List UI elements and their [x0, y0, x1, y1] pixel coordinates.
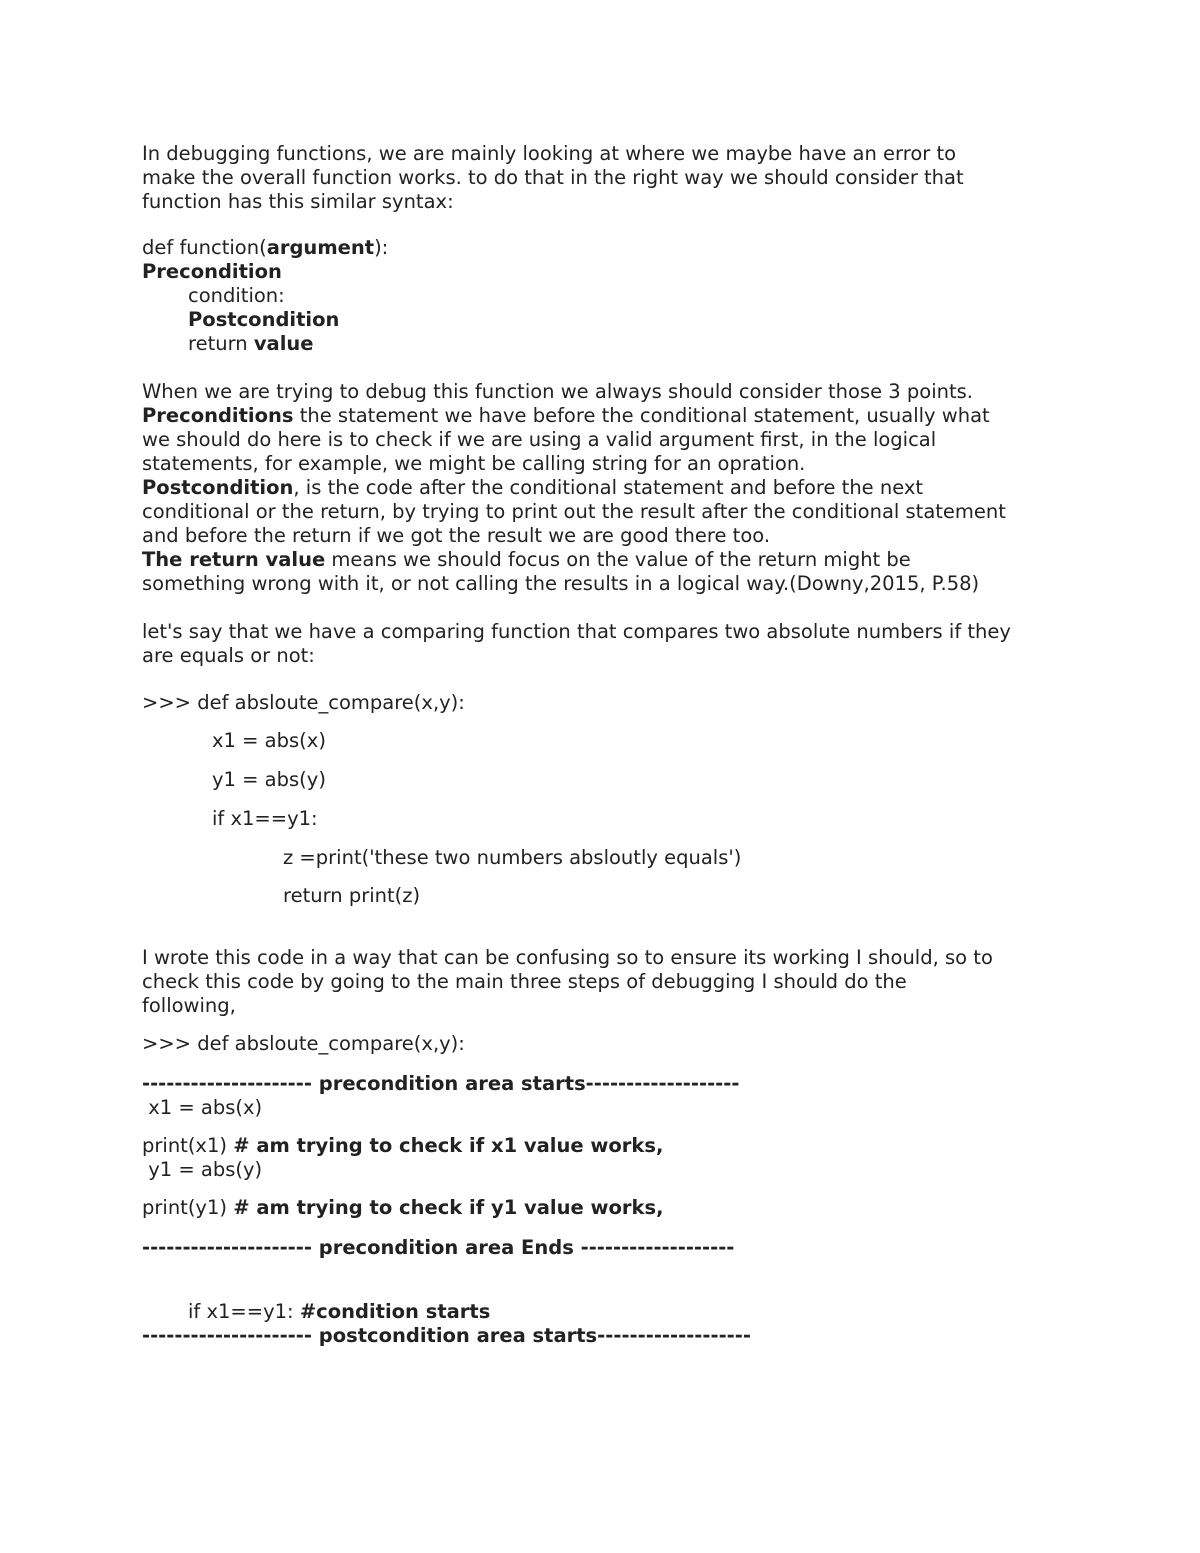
code-line: if x1==y1: [212, 807, 318, 830]
syntax-return: return value [188, 332, 314, 355]
intro-line: make the overall function works. to do that in the right way we should consider that [142, 166, 964, 189]
syntax-def-line: def function(argument): [142, 236, 389, 259]
code-line: return print(z) [283, 884, 421, 907]
syntax-postcondition: Postcondition [188, 308, 340, 331]
code-line: y1 = abs(y) [142, 1158, 263, 1181]
example-intro-line: let's say that we have a comparing function that compares two absolute numbers if they [142, 620, 1011, 643]
points-line: Preconditions the statement we have before the conditional statement, usually what [142, 404, 990, 427]
code-line: y1 = abs(y) [212, 768, 326, 791]
explain-line: I wrote this code in a way that can be confusing so to ensure its working I should, so to [142, 946, 993, 969]
syntax-precondition: Precondition [142, 260, 282, 283]
points-line: conditional or the return, by trying to print out the result after the conditional statement [142, 500, 1006, 523]
explain-line: following, [142, 994, 236, 1017]
points-line: we should do here is to check if we are using a valid argument first, in the logical [142, 428, 937, 451]
intro-line: In debugging functions, we are mainly looking at where we maybe have an error to [142, 142, 957, 165]
code-line: print(x1) # am trying to check if x1 value works, [142, 1134, 664, 1157]
code-line: print(y1) # am trying to check if y1 value works, [142, 1196, 664, 1219]
code-line: z =print('these two numbers absloutly equals') [283, 846, 742, 869]
intro-line: function has this similar syntax: [142, 190, 454, 213]
example-intro-line: are equals or not: [142, 644, 315, 667]
points-line: and before the return if we got the result we are good there too. [142, 524, 771, 547]
points-line: something wrong with it, or not calling the results in a logical way.(Downy,2015, P.58) [142, 572, 980, 595]
explain-line: check this code by going to the main three steps of debugging I should do the [142, 970, 907, 993]
syntax-condition: condition: [188, 284, 285, 307]
code-line: x1 = abs(x) [212, 729, 326, 752]
code-line: >>> def absloute_compare(x,y): [142, 1032, 465, 1055]
code-line: >>> def absloute_compare(x,y): [142, 691, 465, 714]
postcondition-start-divider: --------------------- postcondition area starts------------------- [142, 1324, 751, 1347]
code-line: x1 = abs(x) [142, 1096, 263, 1119]
points-line: When we are trying to debug this function we always should consider those 3 points. [142, 380, 973, 403]
code-line: if x1==y1: #condition starts [188, 1300, 491, 1323]
points-line: Postcondition, is the code after the conditional statement and before the next [142, 476, 924, 499]
precondition-end-divider: --------------------- precondition area Ends ------------------- [142, 1236, 735, 1259]
points-line: The return value means we should focus on the value of the return might be [142, 548, 911, 571]
points-line: statements, for example, we might be calling string for an opration. [142, 452, 806, 475]
precondition-start-divider: --------------------- precondition area starts------------------- [142, 1072, 740, 1095]
